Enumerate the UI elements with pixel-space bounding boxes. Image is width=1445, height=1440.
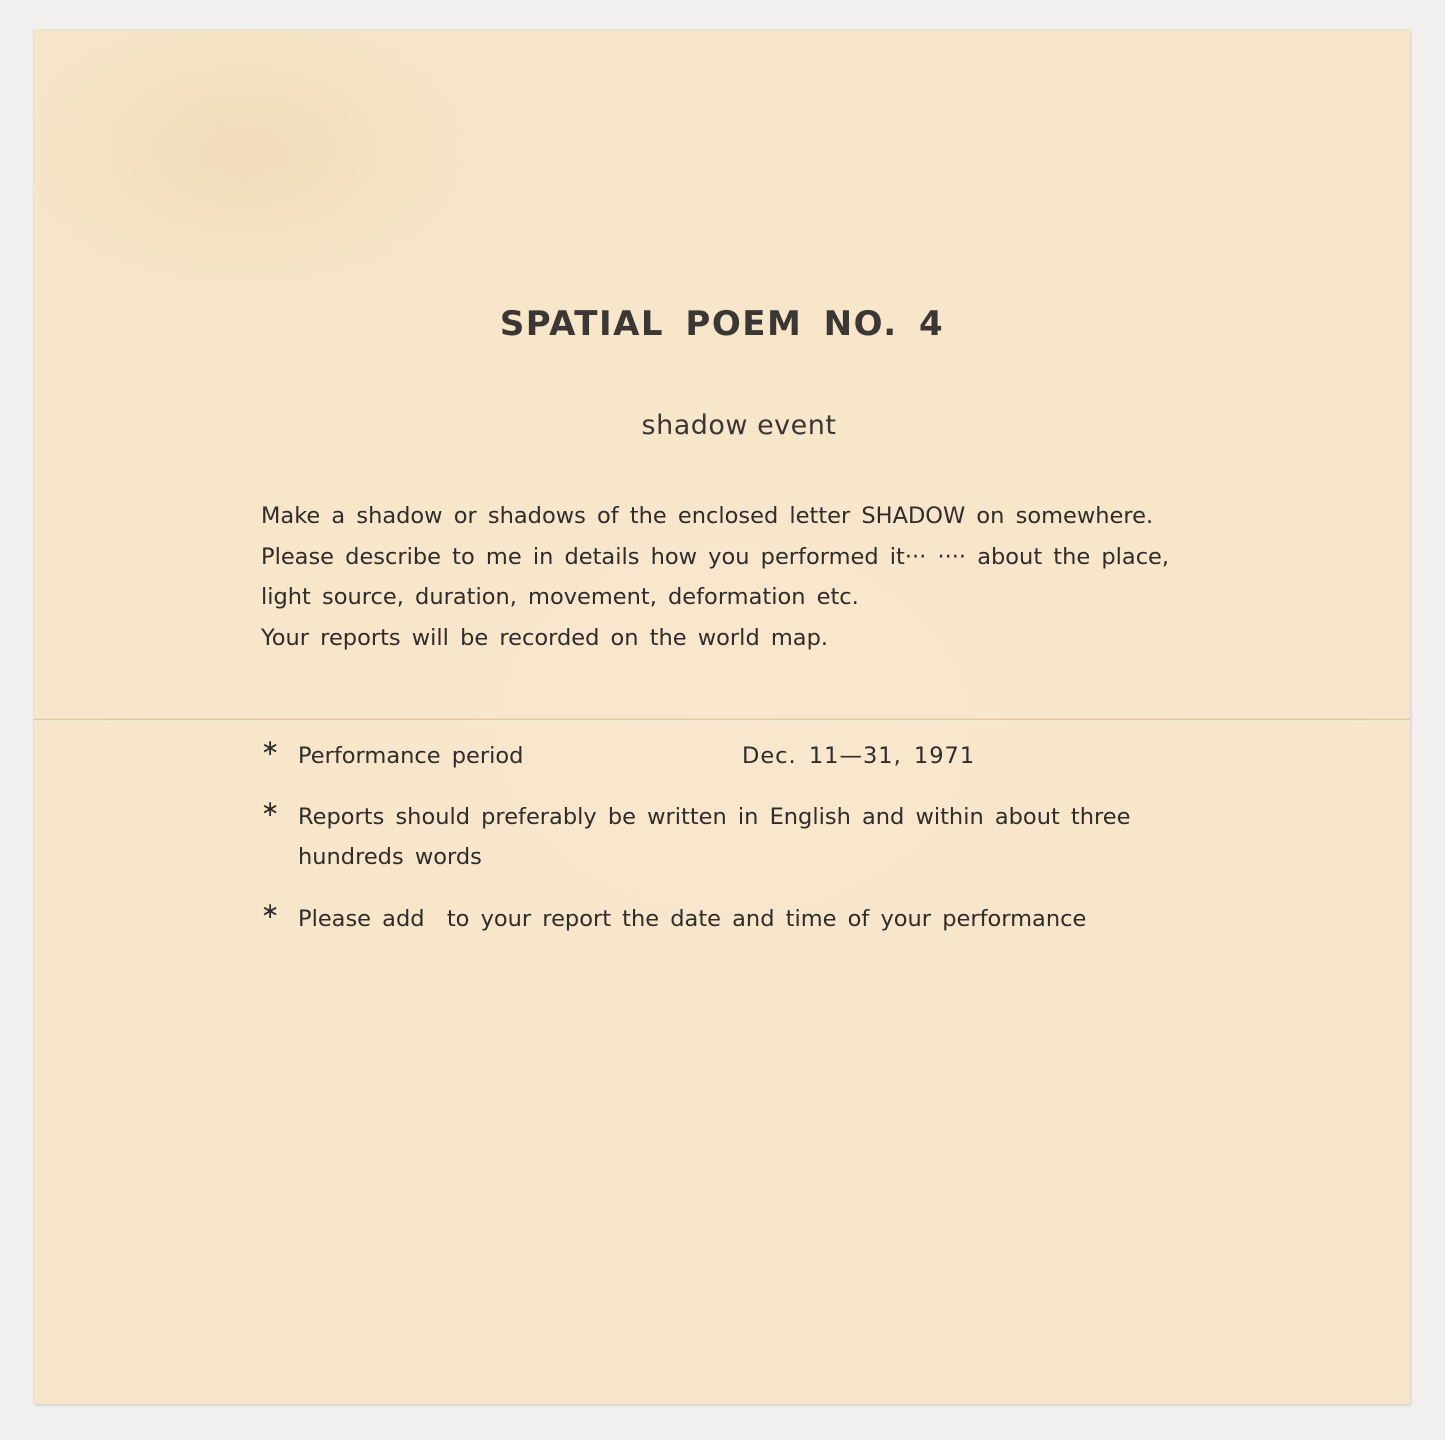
paper-sheet	[34, 30, 1410, 1404]
paragraph-line: Make a shadow or shadows of the enclosed letter SHADOW on somewhere.	[261, 503, 1154, 529]
fold-crease	[34, 718, 1410, 722]
paragraph-line: Please describe to me in details how you performed it··· ···· about the place,	[261, 543, 1170, 570]
asterisk-icon: ∗	[261, 797, 280, 822]
bullet-performance-period	[261, 736, 1221, 776]
paragraph-line: Your reports will be recorded on the world map.	[261, 624, 829, 651]
asterisk-icon: ∗	[261, 899, 280, 924]
asterisk-icon: ∗	[261, 736, 280, 761]
reports-line: Reports should preferably be written in English and within about three	[298, 804, 1131, 830]
bullet-add-date	[261, 899, 1221, 939]
period-label: Performance period	[298, 743, 524, 769]
document-title: SPATIAL POEM NO. 4	[499, 304, 945, 344]
period-value: Dec. 11—31, 1971	[742, 743, 976, 769]
document-subtitle: shadow event	[641, 410, 837, 441]
instructions-paragraph	[261, 496, 1241, 658]
paragraph-line: light source, duration, movement, deformation etc.	[261, 584, 859, 610]
reports-line: hundreds words	[298, 844, 482, 870]
bullet-reports-language	[261, 797, 1221, 877]
add-note: Please add to your report the date and time of your performance	[298, 906, 1087, 932]
